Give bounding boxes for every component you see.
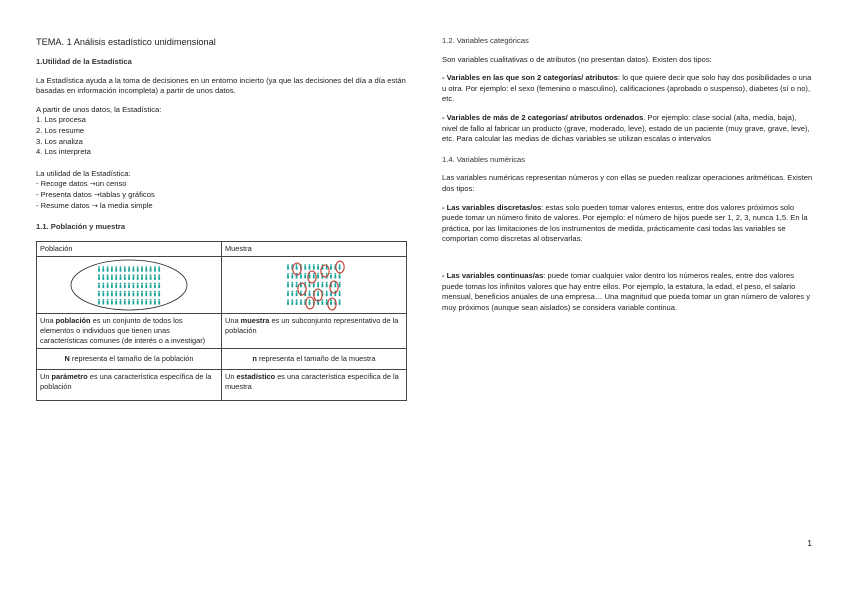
person-icon xyxy=(137,266,139,272)
person-icon xyxy=(141,299,143,305)
person-icon xyxy=(141,290,143,296)
right-column xyxy=(442,36,814,321)
person-icon xyxy=(137,290,139,296)
person-icon xyxy=(309,299,311,305)
person-icon xyxy=(124,274,126,280)
person-icon xyxy=(133,274,135,280)
person-icon xyxy=(317,299,319,305)
person-icon xyxy=(98,266,100,272)
person-icon xyxy=(124,266,126,272)
person-icon xyxy=(154,274,156,280)
person-icon xyxy=(98,274,100,280)
categorical-type-1: - Variables en las que son 2 categorías/ atributos: lo que quiere decir que solo hay dos posibilidades o una u otra. Por ejemplo: el sexo (femenino o masculino), calificaciones (aprobado o suspenso), diabetes (sí o no), etc. xyxy=(442,73,812,104)
person-icon xyxy=(145,290,147,296)
person-icon xyxy=(326,290,328,296)
person-icon xyxy=(330,264,332,270)
numeric-continuous: - Las variables continuas/as: puede tomar cualquier valor dentro los números reales, entre dos valores puede tomas los infinitos valores que hay entre ellos. Por ejemplo, la estatura, la edad, el peso, el salario mensual, beneficios anuales de una empresa… Una magnitud que pueda tomar un gran número de valores y muy próximos (aunque sean aislados) se considera variable continua. xyxy=(442,270,811,312)
population-definition: Una población es un conjunto de todos los elementos o individuos que tienen unas características comunes (de interés o a investigar) xyxy=(37,313,222,348)
person-icon xyxy=(291,273,293,279)
sample-image-cell xyxy=(222,256,407,313)
person-icon xyxy=(154,282,156,288)
statistic-definition: Un estadístico es una característica específica de la muestra xyxy=(222,369,407,400)
list-item: - Recoge datos →un censo xyxy=(36,179,127,189)
population-illustration xyxy=(37,257,220,313)
person-icon xyxy=(339,290,341,296)
person-icon xyxy=(296,290,298,296)
document-title: TEMA. 1 Análisis estadístico unidimensional xyxy=(36,37,216,47)
person-icon xyxy=(291,281,293,287)
person-icon xyxy=(158,266,160,272)
person-icon xyxy=(128,266,130,272)
person-icon xyxy=(150,299,152,305)
person-icon xyxy=(304,273,306,279)
person-icon xyxy=(339,281,341,287)
person-icon xyxy=(115,290,117,296)
person-icon xyxy=(330,273,332,279)
arrow-right-icon: → xyxy=(93,189,100,199)
person-icon xyxy=(115,274,117,280)
person-icon xyxy=(287,273,289,279)
person-icon xyxy=(128,299,130,305)
person-icon xyxy=(334,273,336,279)
table-row xyxy=(37,256,407,313)
person-icon xyxy=(111,274,113,280)
person-icon xyxy=(133,290,135,296)
person-icon xyxy=(304,264,306,270)
person-icon xyxy=(120,266,122,272)
person-icon xyxy=(313,273,315,279)
person-icon xyxy=(145,282,147,288)
section-1-heading: 1.Utilidad de la Estadística xyxy=(36,57,132,66)
table-row xyxy=(37,348,407,369)
person-icon xyxy=(154,290,156,296)
person-icon xyxy=(287,264,289,270)
list-item: 4. Los interpreta xyxy=(36,147,91,157)
selection-circle-icon xyxy=(321,265,329,277)
person-icon xyxy=(150,282,152,288)
person-icon xyxy=(98,299,100,305)
person-icon xyxy=(128,282,130,288)
sample-size: n representa el tamaño de la muestra xyxy=(222,348,407,369)
person-icon xyxy=(102,282,104,288)
person-icon xyxy=(107,274,109,280)
population-image-cell xyxy=(37,256,222,313)
person-icon xyxy=(296,281,298,287)
person-icon xyxy=(137,274,139,280)
person-icon xyxy=(334,281,336,287)
table-row xyxy=(37,369,407,400)
person-icon xyxy=(158,299,160,305)
person-icon xyxy=(102,299,104,305)
person-icon xyxy=(330,299,332,305)
table-header-population: Población xyxy=(37,241,222,256)
sample-illustration xyxy=(222,257,405,313)
person-icon xyxy=(128,274,130,280)
person-icon xyxy=(154,266,156,272)
person-icon xyxy=(133,266,135,272)
person-icon xyxy=(158,274,160,280)
person-icon xyxy=(287,281,289,287)
person-icon xyxy=(150,266,152,272)
person-icon xyxy=(145,274,147,280)
person-icon xyxy=(150,274,152,280)
person-icon xyxy=(102,290,104,296)
categorical-type-2: - Variables de más de 2 categorías/ atributos ordenados. Por ejemplo: clase social (alta, media, baja), nivel de fallo al fabricar un producto (grave, moderado, leve), estado de un paciente (muy grave, grave, leve), etc. Para calcular las medias de dichas variables se utilizan escalas o intervalos xyxy=(442,112,810,144)
sample-definition: Una muestra es un subconjunto representativo de la población xyxy=(222,313,407,348)
person-icon xyxy=(128,290,130,296)
section-1-2-heading: 1.2. Variables categóricas xyxy=(442,36,529,45)
person-icon xyxy=(107,299,109,305)
list-item: - Presenta datos →tablas y gráficos xyxy=(36,189,155,199)
list-item: 1. Los procesa xyxy=(36,115,86,125)
person-icon xyxy=(317,273,319,279)
person-icon xyxy=(322,299,324,305)
section-1-4-heading: 1.4. Variables numéricas xyxy=(442,154,526,164)
population-size: N representa el tamaño de la población xyxy=(37,348,222,369)
table-row xyxy=(37,241,407,256)
person-icon xyxy=(133,282,135,288)
arrow-right-icon: → xyxy=(91,200,98,210)
person-icon xyxy=(141,282,143,288)
person-icon xyxy=(326,281,328,287)
person-icon xyxy=(317,264,319,270)
section-1-2-intro: Son variables cualitativas o de atributos (no presentan datos). Existen dos tipos: xyxy=(442,54,712,64)
person-icon xyxy=(145,266,147,272)
person-icon xyxy=(141,274,143,280)
person-icon xyxy=(115,266,117,272)
process-list-intro: A partir de unos datos, la Estadística: xyxy=(36,104,162,114)
person-icon xyxy=(296,264,298,270)
person-icon xyxy=(111,266,113,272)
person-icon xyxy=(120,282,122,288)
person-icon xyxy=(317,281,319,287)
parameter-definition: Un parámetro es una característica específica de la población xyxy=(37,369,222,400)
numeric-discrete: - Las variables discretas/os: estas solo pueden tomar valores enteros, entre dos valores próximos solo puede tomar un número finito de valores. Por ejemplo: el número de hijos puede ser 1, 2, 3, nunca 1,5. En la práctica, por las limitaciones de los instrumentos de medida, prácticamente casi todas las variables se comportan como discretas al observarlas. xyxy=(442,202,808,244)
person-icon xyxy=(115,299,117,305)
person-icon xyxy=(322,281,324,287)
list-item: - Resume datos → la media simple xyxy=(36,200,153,210)
person-icon xyxy=(98,282,100,288)
person-icon xyxy=(111,299,113,305)
person-icon xyxy=(145,299,147,305)
person-icon xyxy=(137,282,139,288)
person-icon xyxy=(120,274,122,280)
person-icon xyxy=(107,282,109,288)
arrow-right-icon: → xyxy=(89,179,96,189)
person-icon xyxy=(154,299,156,305)
section-1-paragraph: La Estadística ayuda a la toma de decisiones en un entorno incierto (ya que las decisiones del día a día están basadas en información incompleta) a partir de unos datos. xyxy=(36,75,406,96)
person-icon xyxy=(309,264,311,270)
person-icon xyxy=(111,282,113,288)
population-sample-table xyxy=(36,241,407,401)
person-icon xyxy=(339,273,341,279)
person-icon xyxy=(291,299,293,305)
utility-list xyxy=(36,169,408,211)
person-icon xyxy=(141,266,143,272)
process-list xyxy=(36,105,408,158)
person-icon xyxy=(115,282,117,288)
list-item: 2. Los resume xyxy=(36,125,85,135)
person-icon xyxy=(339,264,341,270)
person-icon xyxy=(124,282,126,288)
section-1-4-intro: Las variables numéricas representan números y con ellas se pueden realizar operaciones aritméticas. Existen dos tipos: xyxy=(442,173,813,193)
person-icon xyxy=(296,273,298,279)
table-row xyxy=(37,313,407,348)
person-icon xyxy=(317,290,319,296)
person-icon xyxy=(107,266,109,272)
selection-circle-icon xyxy=(298,283,306,295)
person-icon xyxy=(120,299,122,305)
person-icon xyxy=(124,290,126,296)
person-icon xyxy=(287,299,289,305)
person-icon xyxy=(291,290,293,296)
person-icon xyxy=(150,290,152,296)
person-icon xyxy=(111,290,113,296)
person-icon xyxy=(137,299,139,305)
person-icon xyxy=(98,290,100,296)
page-number: 1 xyxy=(807,538,812,548)
person-icon xyxy=(124,299,126,305)
person-icon xyxy=(158,282,160,288)
person-icon xyxy=(309,290,311,296)
person-icon xyxy=(107,290,109,296)
person-icon xyxy=(300,299,302,305)
left-column xyxy=(36,36,408,401)
section-1-1-heading: 1.1. Población y muestra xyxy=(36,222,126,232)
person-icon xyxy=(287,290,289,296)
person-icon xyxy=(158,290,160,296)
person-icon xyxy=(296,299,298,305)
person-icon xyxy=(133,299,135,305)
table-header-sample: Muestra xyxy=(222,241,407,256)
person-icon xyxy=(102,274,104,280)
person-icon xyxy=(339,299,341,305)
person-icon xyxy=(313,264,315,270)
list-item: 3. Los analiza xyxy=(36,136,83,146)
person-icon xyxy=(120,290,122,296)
utility-list-intro: La utilidad de la Estadística: xyxy=(36,168,131,178)
person-icon xyxy=(102,266,104,272)
